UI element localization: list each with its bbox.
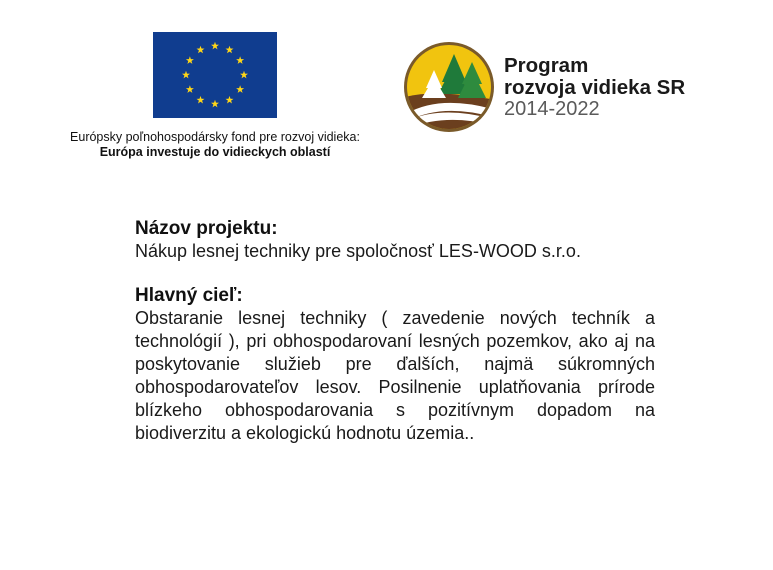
program-title-line1: Program xyxy=(504,53,589,77)
eu-caption xyxy=(40,130,390,160)
project-name-heading: Názov projektu: xyxy=(135,218,278,239)
program-title-line2: rozvoja vidieka SR xyxy=(504,75,686,99)
eu-caption-line1: Európsky poľnohospodársky fond pre rozvoj vidieka: xyxy=(70,130,360,144)
eu-caption-line2: Európa investuje do vidieckych oblastí xyxy=(99,145,331,159)
forest-road-logo-icon xyxy=(402,40,496,134)
eu-flag-icon xyxy=(153,32,277,118)
project-content xyxy=(135,218,655,445)
program-title xyxy=(504,55,685,120)
eu-logo-block xyxy=(40,32,390,160)
project-goal-heading: Hlavný cieľ: xyxy=(135,285,243,306)
program-logo-block xyxy=(402,40,685,134)
project-goal-text: Obstaranie lesnej techniky ( zavedenie nových techník a technológií ), pri obhospodarovaní lesných pozemkov, ako aj na poskytovanie služieb pre ďalších, najmä súkromných obhospodarovateľov lesov. Posilnenie uplatňovania prírode blízkeho obhospodarovania s pozitívnym dopadom na biodiverzitu a ekologickú hodnotu územia.. xyxy=(135,308,655,443)
program-years: 2014-2022 xyxy=(504,97,600,120)
project-name-text: Nákup lesnej techniky pre spoločnosť LES-WOOD s.r.o. xyxy=(135,241,581,261)
